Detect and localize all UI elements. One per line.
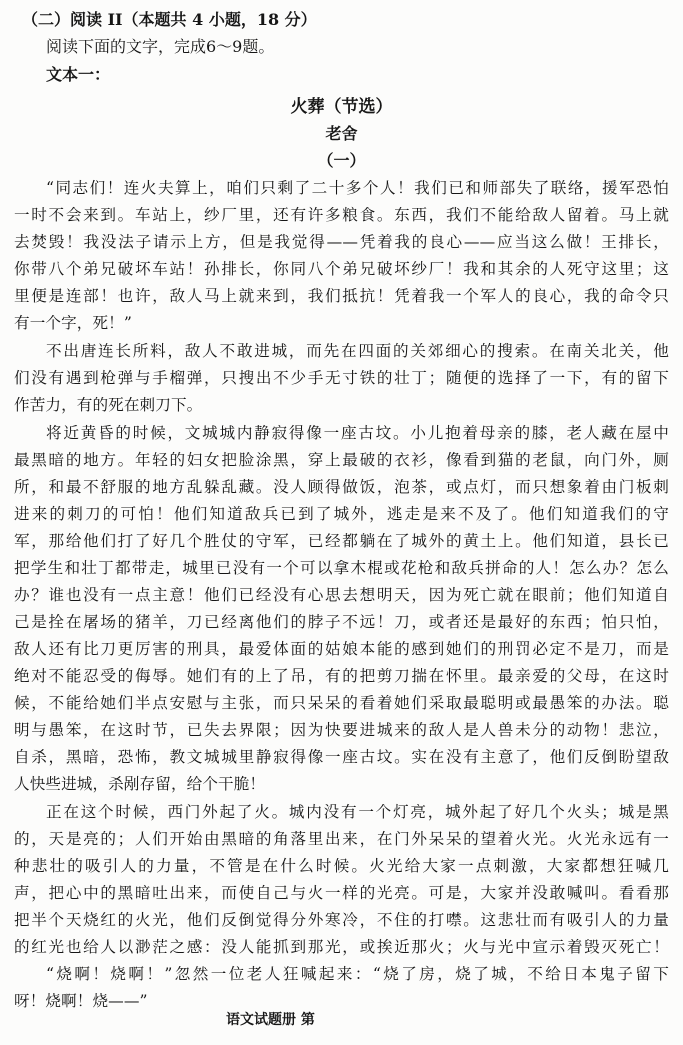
paragraph-line: 的红光也给人以渺茫之感：没人能抓到那光，或挨近那火；火与光中宣示着毁灭死亡！ — [14, 938, 669, 956]
paragraph-line: 有一个字，死！” — [14, 314, 132, 332]
paragraph-line: 声，把心中的黑暗吐出来，而使自己与火一样的光亮。可是，大家并没敢喊叫。看看那 — [14, 884, 669, 902]
paragraph-line: 进来的刺刀的可怕！他们知道敌兵已到了城外，逃走是来不及了。他们知道我们的守 — [14, 505, 669, 523]
paragraph-line: 不出唐连长所料，敌人不敢进城，而先在四面的关郊细心的搜索。在南关北关，他 — [46, 342, 669, 360]
page-footer: 语文试题册 第 — [226, 1012, 315, 1028]
paragraph-line: 里便是连部！也许，敌人马上就来到，我们抵抗！凭着我一个军人的良心，我的命令只 — [14, 287, 669, 305]
text-label: 文本一： — [46, 65, 111, 84]
section-heading: （二）阅读 II（本题共 4 小题，18 分） — [22, 10, 317, 29]
paragraph-line: 自杀，黑暗，恐怖，教文城城里静寂得像一座古坟。实在没有主意了，他们反倒盼望敌 — [14, 748, 669, 766]
paragraph-line: “同志们！连火夫算上，咱们只剩了二十多个人！我们已和师部失了联络，援军恐怕 — [46, 179, 669, 197]
paragraph-line: 你带八个弟兄破坏车站！孙排长，你同八个弟兄破坏纱厂！我和其余的人死守这里；这 — [14, 260, 669, 278]
paragraph-line: 呀！烧啊！烧——” — [14, 992, 148, 1010]
paragraph-line: 把学生和壮丁都带走，城里已没有一个可以拿木棍或花枪和敌兵拼命的人！怎么办？怎么 — [14, 559, 669, 577]
paragraph-line: 己是拴在屠场的猪羊，刀已经离他们的脖子不远！刀，或者还是最好的东西；怕只怕， — [14, 613, 669, 631]
paragraph-line: 一时不会来到。车站上，纱厂里，还有许多粮食。东西，我们不能给敌人留着。马上就 — [14, 206, 669, 224]
chapter-number: （一） — [317, 151, 366, 170]
instruction-text: 阅读下面的文字，完成6～9题。 — [46, 37, 275, 56]
paragraph-line: 去焚毁！我没法子请示上方，但是我觉得——凭着我的良心——应当这么做！王排长， — [14, 233, 669, 251]
paragraph-line: 把半个天烧红的火光，他们反倒觉得分外寒冷，不住的打噤。这悲壮而有吸引人的力量 — [14, 911, 669, 929]
paragraph-line: 人快些进城，杀剐存留，给个干脆！ — [14, 775, 266, 793]
paragraph-line: 明与愚笨，在这时节，已失去界限；因为快要进城来的敌人是人兽未分的动物！悲泣， — [14, 721, 669, 739]
paragraph-line: 所，和最不舒服的地方乱躲乱藏。没人顾得做饭，泡茶，或点灯，而只想象着由门板刺 — [14, 478, 669, 496]
paragraph-line: 种悲壮的吸引人的力量，不管是在什么时候。火光给大家一点刺激，大家都想狂喊几 — [14, 857, 669, 875]
paragraph-line: “烧啊！烧啊！”忽然一位老人狂喊起来：“烧了房，烧了城，不给日本鬼子留下 — [46, 965, 669, 983]
paragraph-line: 们没有遇到枪弹与手榴弹，只搜出不少手无寸铁的壮丁；随便的选择了一下，有的留下 — [14, 369, 669, 387]
article-author: 老舍 — [325, 124, 358, 143]
paragraph-line: 将近黄昏的时候，文城城内静寂得像一座古坟。小儿抱着母亲的膝，老人藏在屋中 — [46, 424, 669, 442]
paragraph-line: 正在这个时候，西门外起了火。城内没有一个灯亮，城外起了好几个火头；城是黑 — [46, 803, 669, 821]
paragraph-line: 办？谁也没有一点主意！他们已经没有心思去想明天，因为死亡就在眼前；他们知道自 — [14, 586, 669, 604]
paragraph-line: 军，那给他们打了好几个胜仗的守军，已经都躺在了城外的黄土上。他们知道，县长已 — [14, 532, 669, 550]
paragraph-line: 的，天是亮的；人们开始由黑暗的角落里出来，在门外呆呆的望着火光。火光永远有一 — [14, 830, 669, 848]
paragraph-line: 作苦力，有的死在刺刀下。 — [14, 396, 203, 414]
paragraph-line: 绝对不能忍受的侮辱。她们有的上了吊，有的把剪刀揣在怀里。最亲爱的父母，在这时 — [14, 667, 669, 685]
paragraph-line: 敌人还有比刀更厉害的刑具，最爱体面的姑娘本能的感到她们的刑罚必定不是刀，而是 — [14, 640, 669, 658]
article-title: 火葬（节选） — [290, 97, 393, 117]
paragraph-line: 最黑暗的地方。年轻的妇女把脸涂黑，穿上最破的衣衫，像看到猫的老鼠，向门外，厕 — [14, 451, 669, 469]
paragraph-line: 候，不能给她们半点安慰与主张，而只呆呆的看着她们采取最聪明或最愚笨的办法。聪 — [14, 694, 669, 712]
